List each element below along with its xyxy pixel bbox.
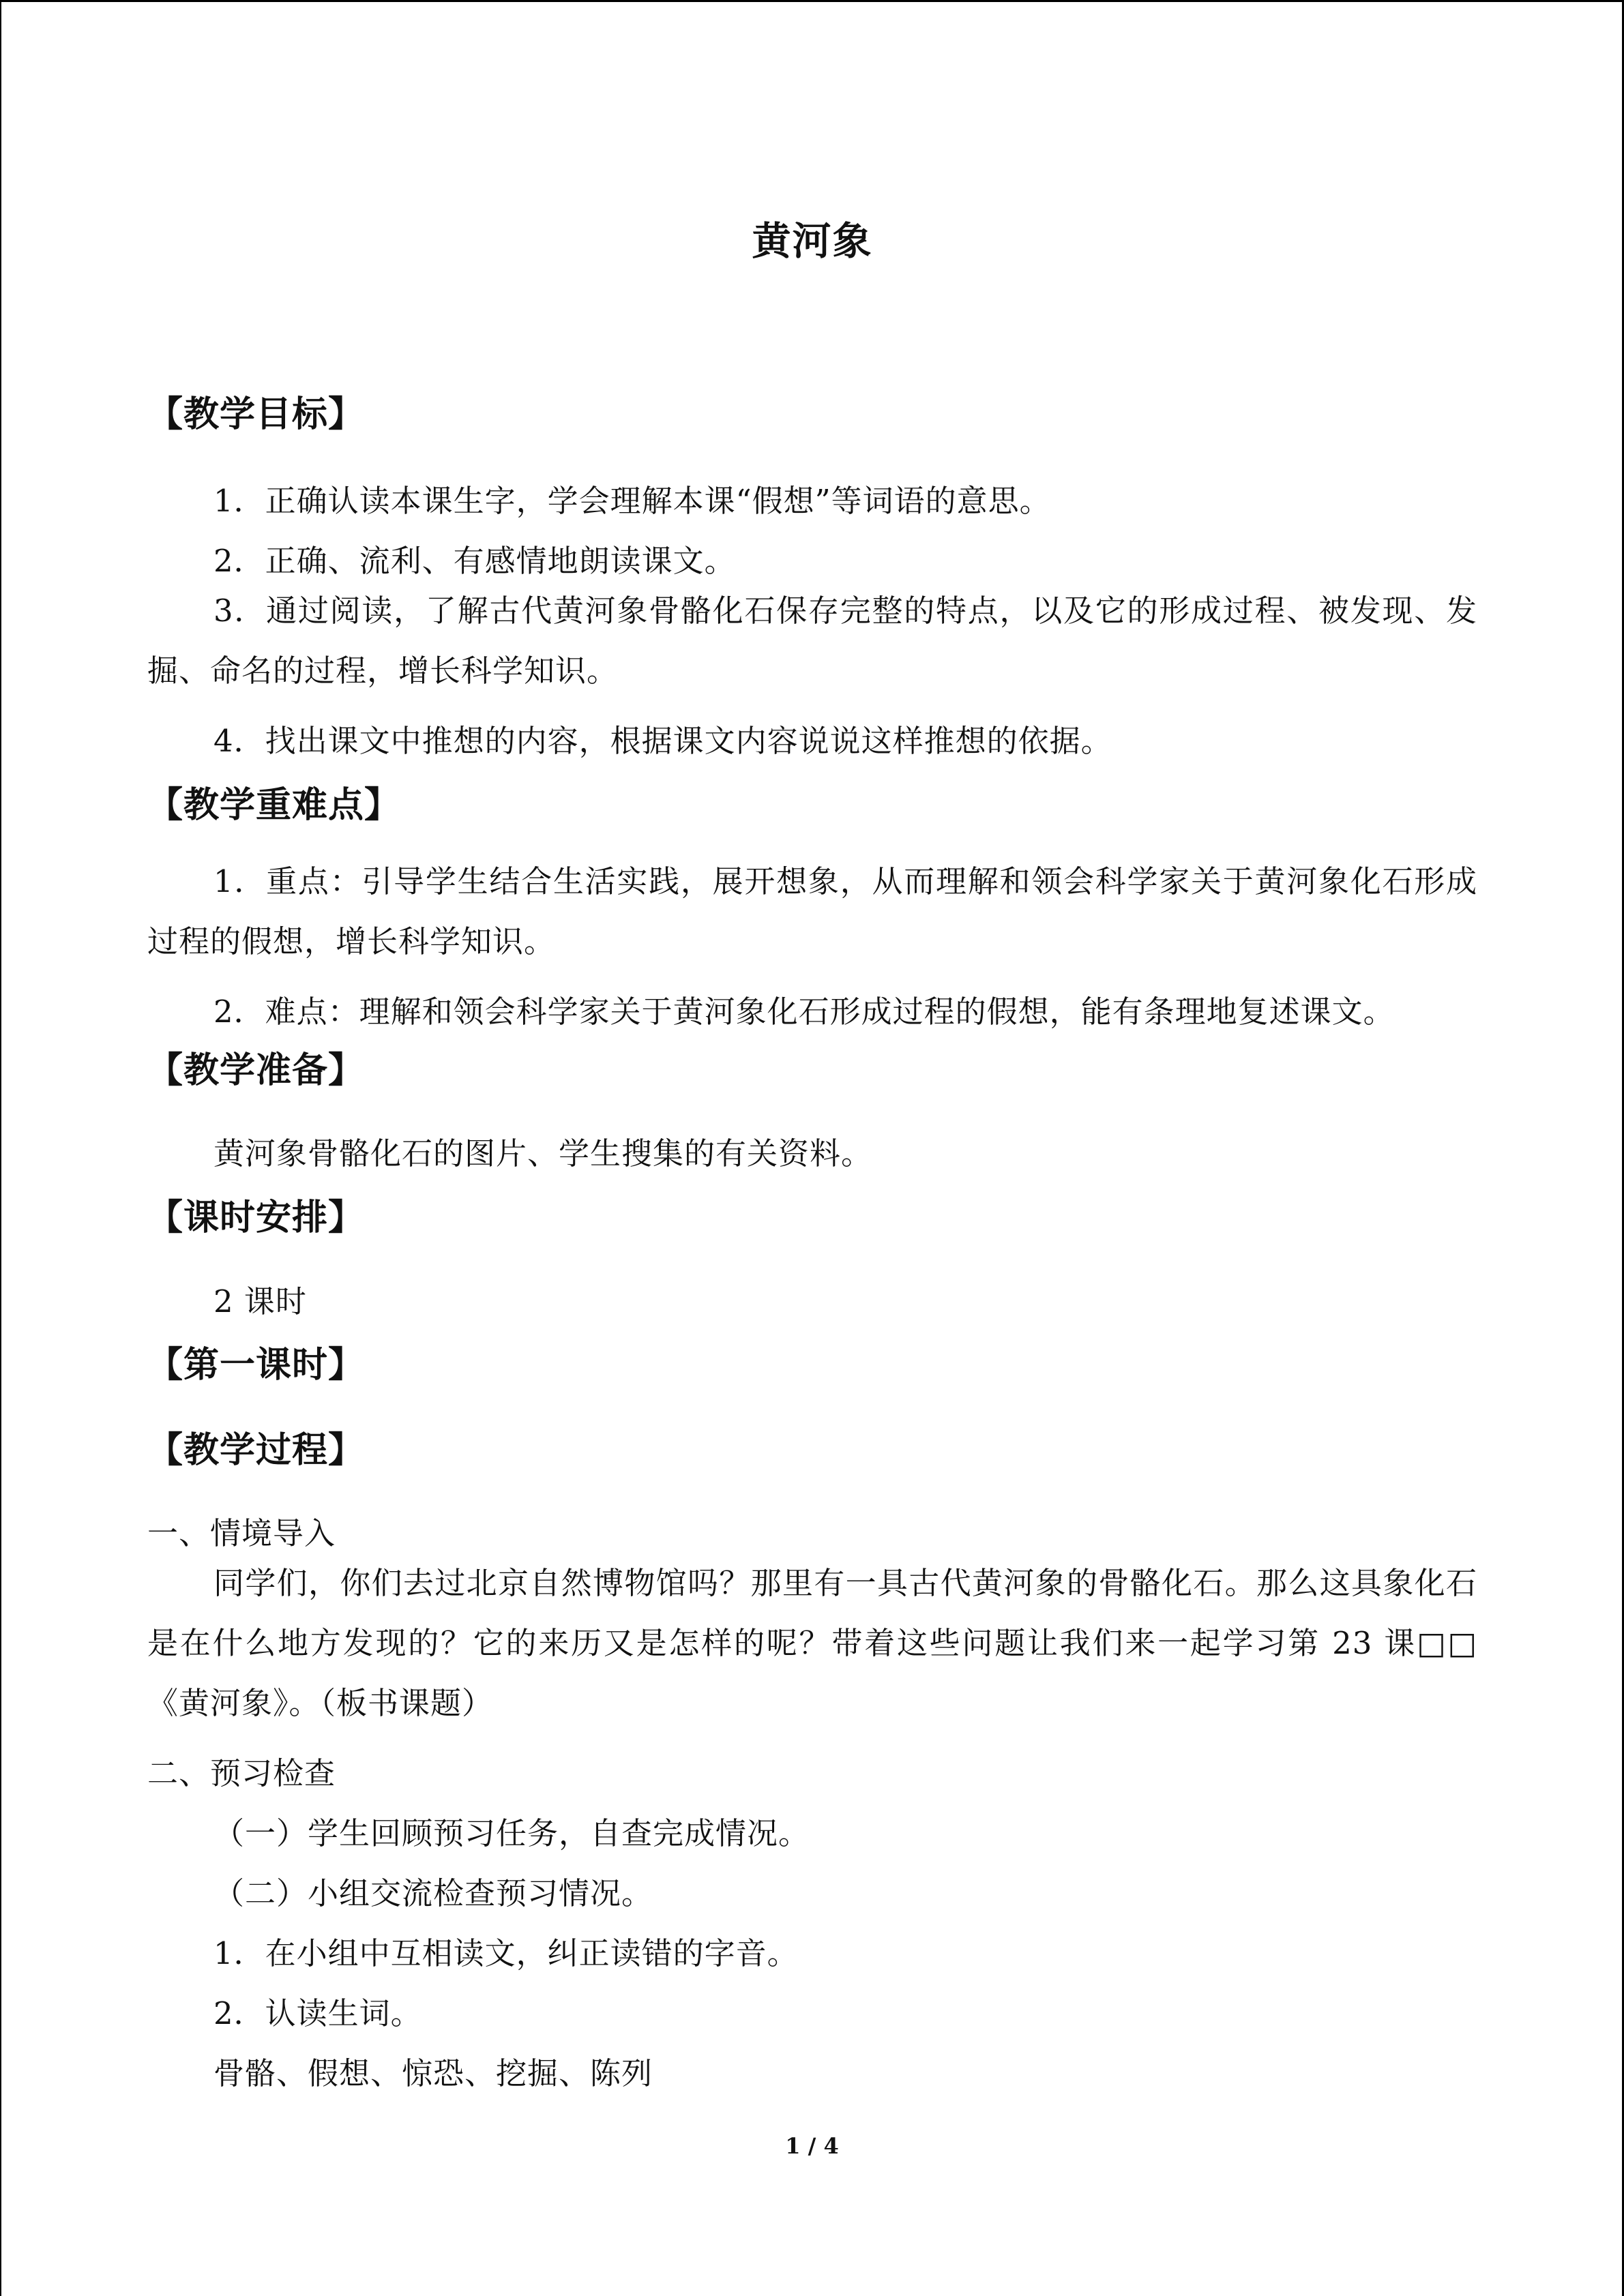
section-heading-key-points: 【教学重难点】 bbox=[147, 785, 401, 826]
goal-item-2: 2．正确、流利、有感情地朗读课文。 bbox=[213, 543, 736, 579]
goal-item-3: 3．通过阅读，了解古代黄河象骨骼化石保存完整的特点，以及它的形成过程、被发现、发掘、命名的过程，增长科学知识。 bbox=[147, 593, 1477, 689]
process-part1-text: 同学们，你们去过北京自然博物馆吗？那里有一具古代黄河象的骨骼化石。那么这具象化石是在什么地方发现的？它的来历又是怎样的呢？带着这些问题让我们来一起学习第 23 课□□《黄河象》。（板书课题） bbox=[147, 1565, 1477, 1721]
goal-item-1: 1．正确认读本课生字，学会理解本课“假想”等词语的意思。 bbox=[213, 483, 1051, 519]
section-heading-lesson-one: 【第一课时】 bbox=[147, 1345, 365, 1386]
section-heading-goals: 【教学目标】 bbox=[147, 394, 365, 435]
document-title: 黄河象 bbox=[752, 218, 873, 264]
key-point-item-1: 1．重点：引导学生结合生活实践，展开想象，从而理解和领会科学家关于黄河象化石形成过程的假想，增长科学知识。 bbox=[147, 863, 1477, 959]
process-part2-line-2: （二）小组交流检查预习情况。 bbox=[213, 1875, 653, 1911]
process-part2-line-1: （一）学生回顾预习任务，自查完成情况。 bbox=[213, 1815, 810, 1851]
section-heading-schedule: 【课时安排】 bbox=[147, 1197, 365, 1238]
preparation-text: 黄河象骨骼化石的图片、学生搜集的有关资料。 bbox=[213, 1135, 873, 1172]
process-part1-title: 一、情境导入 bbox=[147, 1515, 336, 1551]
goal-item-4: 4．找出课文中推想的内容，根据课文内容说说这样推想的依据。 bbox=[213, 723, 1112, 759]
section-heading-process: 【教学过程】 bbox=[147, 1430, 365, 1471]
page-number: 1 / 4 bbox=[785, 2133, 839, 2159]
key-point-item-2: 2．难点：理解和领会科学家关于黄河象化石形成过程的假想，能有条理地复述课文。 bbox=[213, 994, 1395, 1030]
section-heading-preparation: 【教学准备】 bbox=[147, 1050, 365, 1091]
process-part2-title: 二、预习检查 bbox=[147, 1755, 336, 1791]
schedule-text: 2 课时 bbox=[213, 1283, 307, 1320]
process-part2-line-3: 1．在小组中互相读文，纠正读错的字音。 bbox=[213, 1935, 799, 1971]
process-part2-line-4: 2．认读生词。 bbox=[213, 1995, 422, 2031]
process-part2-line-5: 骨骼、假想、惊恐、挖掘、陈列 bbox=[213, 2055, 653, 2091]
